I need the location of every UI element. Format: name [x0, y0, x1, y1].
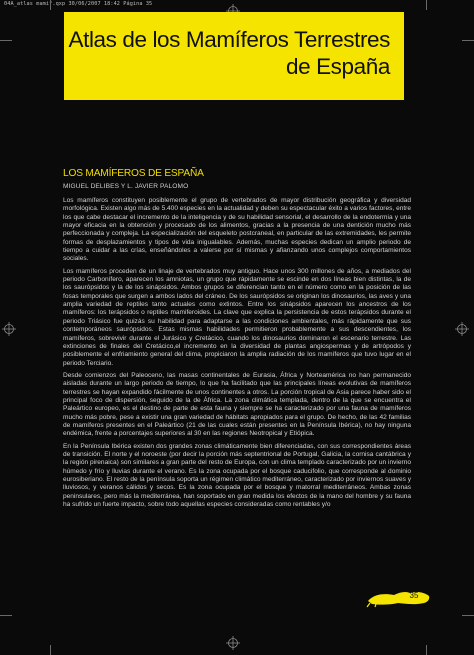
paragraph: Los mamíferos proceden de un linaje de vertebrados muy antiguo. Hace unos 300 millones de años, a mediados del periodo Carbonífero, aparecen los amniotas, un grupo que rápidamente se escinde en dos líneas bien distintas, la de los saurópsidos y la de los sinápsidos. Ambos grupos se diferencian tanto en el número como en la posición de las fosas temporales que surgen a ambos lados del cráneo. De los saurópsidos se originan los dinosaurios, las aves y una amplia variedad de reptiles tanto actuales como extintos. Entre los sinápsidos aparecen los ancestros de los mamíferos: los terápsidos o reptiles mamiferoides. La clave que explica la persistencia de estos terápsidos durante el periodo Triásico fue quizás su habilidad para adaptarse a las condiciones ambientales, más rápidamente que sus contemporáneos saurópsidos. Estas mismas habilidades permitieron probablemente a sus descendientes, los mamíferos, sobrevivir durante el Jurásico y Cretácico, cuando los dinosaurios dominaron el escenario terrestre. Las extinciones de finales del Cretácico,el incremento en la diversidad de plantas angiospermas y de artrópodos y posiblemente el enfriamiento general del clima, propiciaron la amplia radiación de los mamíferos que tuvo lugar en el periodo Terciario.: [63, 267, 411, 367]
crop-mark: [0, 40, 12, 41]
section-heading: LOS MAMÍFEROS DE ESPAÑA: [63, 168, 204, 179]
crop-mark: [462, 40, 474, 41]
paragraph: Desde comienzos del Paleoceno, las masas continentales de Eurasia, África y Norteamérica no han permanecido aisladas durante un largo periodo de tiempo, lo que ha facilitado que las principales líneas evolutivas de mamíferos terrestres se hayan expandido fácilmente de unos continentes a otros. La porción tropical de Asia parece haber sido el principal foco de dispersión, seguido de la de África. La zona climática templada, dentro de la que se encuentra el Paleártico europeo, es el destino de parte de esta fauna y siempre se ha caracterizado por una fauna de mamíferos mucho más pobre, pese a existir una gran variedad de hábitats apropiados para el grupo. De hecho, de las 42 familias de mamíferos presentes en el Paleártico (21 de las cuales están presentes en la Península Ibérica), no hay ninguna endémica, frente a porcentajes superiores al 30 en las regiones Neotropical y Etiópica.: [63, 371, 411, 438]
crop-mark: [50, 645, 51, 655]
crop-mark: [50, 0, 51, 10]
page-title-line-1: Atlas de los Mamíferos Terrestres: [68, 27, 390, 52]
crop-mark: [0, 615, 12, 616]
crop-mark: [462, 615, 474, 616]
crop-mark: [426, 645, 427, 655]
page-number: 35: [409, 591, 419, 600]
article-body: [63, 168, 411, 513]
paragraph: En la Península Ibérica existen dos grandes zonas climáticamente bien diferenciadas, con sus correspondientes áreas de transición. El norte y el noroeste (por decir la porción más septentrional de Portugal, Galicia, la cornisa cantábrica y la región pirenaica) son similares a gran parte del resto de Europa, con un clima templado caracterizado por un invierno húmedo y frío y lluvias durante el verano. Es la zona ocupada por el bosque caducifolio, que corresponde al dominio eurosiberiano. El resto de la península soporta un régimen climático mediterráneo, caracterizado por inviernos suaves y lluviosos, y veranos cálidos y secos. Es la zona ocupada por el bosque y matorral mediterráneos. Ambas zonas peninsulares, pero más la mediterránea, han soportado en gran medida los efectos de la mano del hombre y su fauna ha sufrido un fuerte impacto, sobre todo aquellas especies consideradas como rentables y/o: [63, 442, 411, 509]
paragraph: Los mamíferos constituyen posiblemente el grupo de vertebrados de mayor distribución geográfica y diversidad morfológica. Existen algo más de 5.400 especies en la actualidad y deben su espectacular éxito a varios factores, entre los que cabe destacar el incremento de la inteligencia y de su habilidad sensorial, el desarrollo de la endotermia y una mayor eficacia en la obtención y procesado de los alimentos, gracias a la presencia de una dentición mucho más perfeccionada y compleja. La especialización del esqueleto postcraneal, en particular de las extremidades, les permite formas de desplazamientos y tipos de vida inigualables. Además, muchas especies dedican un amplio periodo de tiempo a cuidar a las crías, enseñándoles a valerse por sí mismas y afianzando unos complejos comportamientos sociales.: [63, 197, 411, 263]
registration-mark-icon: [2, 322, 16, 336]
registration-mark-icon: [455, 322, 469, 336]
print-slug-line: 04A_atlas mamif.qxp 30/06/2007 18:42 Página 35: [4, 1, 153, 7]
page-title: [69, 26, 391, 80]
page-title-line-2: de España: [286, 54, 390, 79]
registration-mark-icon: [226, 636, 240, 650]
crop-mark: [426, 0, 427, 10]
title-banner: [64, 12, 404, 100]
authors-line: MIGUEL DELIBES Y L. JAVIER PALOMO: [63, 183, 189, 190]
